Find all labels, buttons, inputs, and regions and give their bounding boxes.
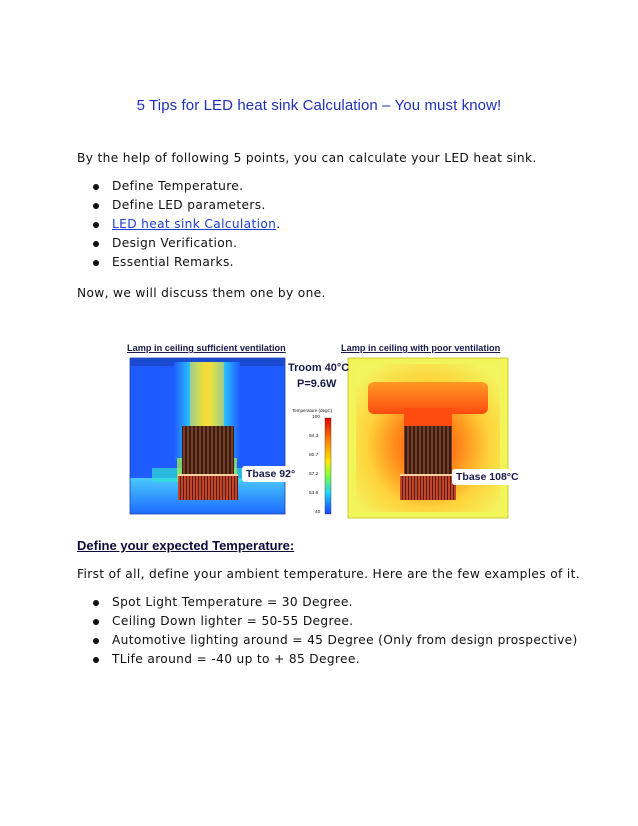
section-heading: Define your expected Temperature: [77,538,295,553]
example-text: Spot Light Temperature = 30 Degree. [112,595,353,609]
tip-text: Design Verification. [112,236,238,250]
list-item [77,593,578,612]
example-text: TLife around = -40 up to + 85 Degree. [112,652,360,666]
scale-tick: 53.6 [309,491,319,496]
intro-paragraph: By the help of following 5 points, you can calculate your LED heat sink. [77,151,537,165]
right-panel-title: Lamp in ceiling with poor ventilation [341,343,501,353]
list-item [77,215,280,234]
left-base-temperature-label: Tbase 92° [242,466,299,482]
tips-list [77,177,280,272]
list-item [77,253,280,272]
led-heat-sink-calculation-link[interactable]: LED heat sink Calculation [112,217,277,231]
list-item [77,196,280,215]
thermal-simulation-figure [122,338,518,522]
scale-tick: 40 [315,510,321,515]
bullet-icon [93,260,99,266]
bullet-icon [93,600,99,606]
list-item [77,631,578,650]
bullet-icon [93,657,99,663]
room-temperature-label: Troom 40°C [288,362,350,374]
list-item [77,177,280,196]
scale-tick: 100 [312,415,321,420]
tip-text: Essential Remarks. [112,255,234,269]
right-base-temperature-label: Tbase 108°C [452,469,523,485]
discuss-paragraph: Now, we will discuss them one by one. [77,286,326,300]
bullet-icon [93,184,99,190]
example-text: Ceiling Down lighter = 50-55 Degree. [112,614,354,628]
bullet-icon [93,222,99,228]
section-intro: First of all, define your ambient temperature. Here are the few examples of it. [77,567,580,581]
list-item [77,612,578,631]
scale-tick: 94.3 [309,434,319,439]
left-panel-title: Lamp in ceiling sufficient ventilation [127,343,286,353]
bullet-icon [93,203,99,209]
bullet-icon [93,241,99,247]
scale-title: Temperature (degC) [292,408,333,413]
tip-text: Define LED parameters. [112,198,266,212]
examples-list [77,593,578,669]
document-title: 5 Tips for LED heat sink Calculation – You must know! [136,97,502,114]
scale-tick: 80.7 [309,453,319,458]
scale-tick: 67.2 [309,472,319,477]
tip-suffix: . [276,217,281,231]
list-item [77,234,280,253]
bullet-icon [93,638,99,644]
power-label: P=9.6W [297,378,337,390]
example-text: Automotive lighting around = 45 Degree (Only from design prospective) [112,633,578,647]
list-item [77,650,578,669]
bullet-icon [93,619,99,625]
tip-text: Define Temperature. [112,179,244,193]
